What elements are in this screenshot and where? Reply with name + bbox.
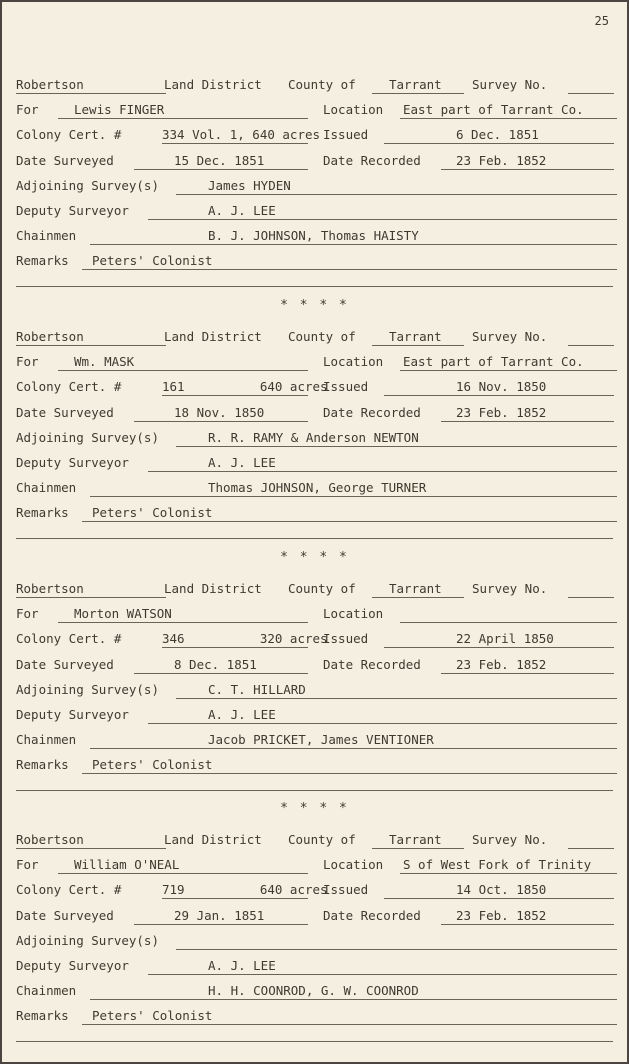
field-underline: [148, 471, 617, 472]
field-value-date-recorded: 23 Feb. 1852: [456, 152, 547, 168]
field-underline: [162, 898, 308, 899]
field-value-location: S of West Fork of Trinity: [403, 857, 592, 873]
field-label: Date Surveyed: [16, 907, 114, 923]
field-value-district: Robertson: [16, 581, 84, 596]
field-underline: [568, 345, 614, 346]
record-row: [16, 727, 613, 749]
field-value-for: Morton WATSON: [74, 606, 172, 622]
record-row: [16, 601, 613, 623]
field-label: Survey No.: [472, 832, 548, 847]
field-underline: [162, 647, 308, 648]
field-underline: [176, 194, 617, 195]
field-value-adjoining: R. R. RAMY & Anderson NEWTON: [208, 429, 419, 445]
field-label: Colony Cert. #: [16, 882, 122, 898]
field-label: Remarks: [16, 1008, 69, 1024]
field-label: Issued: [323, 379, 369, 395]
field-value-location: East part of Tarrant Co.: [403, 102, 584, 118]
record-row: [16, 148, 613, 170]
blank-rule-line: [16, 286, 613, 287]
record-row: [16, 852, 613, 874]
record-row: [16, 652, 613, 674]
field-underline: [400, 622, 617, 623]
field-value-for: Lewis FINGER: [74, 102, 165, 118]
field-label: Deputy Surveyor: [16, 203, 129, 218]
field-label: Location: [323, 102, 384, 118]
field-label: For: [16, 354, 39, 370]
field-value-date-surveyed: 8 Dec. 1851: [174, 656, 257, 672]
field-value-date-recorded: 23 Feb. 1852: [456, 907, 547, 923]
field-value-deputy: A. J. LEE: [208, 203, 276, 218]
field-label: Issued: [323, 127, 369, 143]
record-row: [16, 877, 613, 899]
field-label: County of: [288, 329, 356, 344]
record-row: [16, 349, 613, 371]
record-row: [16, 425, 613, 447]
record-row: [16, 475, 613, 497]
field-label: Deputy Surveyor: [16, 958, 129, 973]
record-row: [16, 500, 613, 522]
field-label: Chainmen: [16, 732, 77, 748]
field-label: Land District: [164, 581, 262, 596]
field-underline: [82, 269, 617, 270]
field-underline: [148, 974, 617, 975]
field-label: For: [16, 606, 39, 622]
field-label: Deputy Surveyor: [16, 707, 129, 722]
field-underline: [441, 924, 614, 925]
field-value-adjoining: James HYDEN: [208, 177, 291, 193]
field-underline: [90, 999, 617, 1000]
field-label: Adjoining Survey(s): [16, 681, 159, 697]
field-value-district: Robertson: [16, 77, 84, 92]
field-label: Date Surveyed: [16, 656, 114, 672]
field-underline: [16, 93, 166, 94]
field-label: Location: [323, 857, 384, 873]
field-underline: [568, 597, 614, 598]
field-label: Remarks: [16, 505, 69, 521]
field-value-date-recorded: 23 Feb. 1852: [456, 404, 547, 420]
field-underline: [384, 143, 614, 144]
field-value-chainmen: Jacob PRICKET, James VENTIONER: [208, 732, 434, 748]
field-value-deputy: A. J. LEE: [208, 707, 276, 722]
record-row: [16, 1003, 613, 1025]
field-underline: [441, 673, 614, 674]
record-row: [16, 626, 613, 648]
record-separator: * * * *: [280, 550, 349, 565]
field-label: Location: [323, 606, 384, 622]
field-underline: [16, 597, 166, 598]
field-value-county: Tarrant: [389, 77, 442, 92]
field-value-for: Wm. MASK: [74, 354, 135, 370]
field-value-for: William O'NEAL: [74, 857, 180, 873]
field-value-county: Tarrant: [389, 329, 442, 344]
field-value-deputy: A. J. LEE: [208, 958, 276, 973]
field-value-issued: 6 Dec. 1851: [456, 127, 539, 143]
field-label: Date Surveyed: [16, 152, 114, 168]
field-underline: [384, 898, 614, 899]
field-value-date-surveyed: 15 Dec. 1851: [174, 152, 265, 168]
field-underline: [162, 395, 308, 396]
field-label: Land District: [164, 77, 262, 92]
field-underline: [441, 421, 614, 422]
record-row: [16, 903, 613, 925]
field-value-issued: 16 Nov. 1850: [456, 379, 547, 395]
record-row: [16, 450, 613, 472]
field-underline: [82, 773, 617, 774]
field-label: Colony Cert. #: [16, 379, 122, 395]
record-row: [16, 72, 613, 94]
field-value-issued: 14 Oct. 1850: [456, 882, 547, 898]
field-value-date-recorded: 23 Feb. 1852: [456, 656, 547, 672]
blank-rule-line: [16, 790, 613, 791]
field-label: Remarks: [16, 757, 69, 773]
field-underline: [568, 93, 614, 94]
field-label: Adjoining Survey(s): [16, 177, 159, 193]
field-label: Adjoining Survey(s): [16, 429, 159, 445]
record-row: [16, 324, 613, 346]
field-underline: [372, 345, 464, 346]
field-label: Survey No.: [472, 77, 548, 92]
record-row: [16, 827, 613, 849]
field-value-district: Robertson: [16, 329, 84, 344]
record-row: [16, 248, 613, 270]
field-value-remarks: Peters' Colonist: [92, 253, 213, 269]
field-value-district: Robertson: [16, 832, 84, 847]
field-value-remarks: Peters' Colonist: [92, 1008, 213, 1024]
field-label: Issued: [323, 882, 369, 898]
field-underline: [58, 622, 308, 623]
field-underline: [134, 169, 308, 170]
field-value-remarks: Peters' Colonist: [92, 505, 213, 521]
record-separator: * * * *: [280, 298, 349, 313]
field-label: Chainmen: [16, 983, 77, 999]
field-underline: [16, 345, 166, 346]
field-underline: [176, 949, 617, 950]
field-label: Deputy Surveyor: [16, 455, 129, 470]
field-underline: [400, 370, 617, 371]
field-value-issued: 22 April 1850: [456, 631, 554, 647]
record-separator: * * * *: [280, 801, 349, 816]
field-underline: [82, 521, 617, 522]
field-label: Date Surveyed: [16, 404, 114, 420]
field-label: Location: [323, 354, 384, 370]
field-value-date-surveyed: 29 Jan. 1851: [174, 907, 265, 923]
record-row: [16, 198, 613, 220]
field-underline: [148, 723, 617, 724]
field-value-chainmen: H. H. COONROD, G. W. COONROD: [208, 983, 419, 999]
field-label: County of: [288, 77, 356, 92]
field-label: Survey No.: [472, 329, 548, 344]
page-number: 25: [594, 14, 609, 28]
field-underline: [90, 244, 617, 245]
record-row: [16, 122, 613, 144]
field-label: Adjoining Survey(s): [16, 932, 159, 948]
field-underline: [441, 169, 614, 170]
record-row: [16, 400, 613, 422]
field-underline: [372, 597, 464, 598]
field-underline: [16, 848, 166, 849]
field-label: Colony Cert. #: [16, 127, 122, 143]
record-row: [16, 223, 613, 245]
record-row: [16, 576, 613, 598]
record-row: [16, 752, 613, 774]
field-value-cert: 334 Vol. 1, 640 acres: [162, 127, 321, 143]
field-underline: [134, 924, 308, 925]
field-underline: [90, 748, 617, 749]
field-label: For: [16, 102, 39, 118]
field-value-chainmen: B. J. JOHNSON, Thomas HAISTY: [208, 228, 419, 244]
field-underline: [134, 673, 308, 674]
field-value-date-surveyed: 18 Nov. 1850: [174, 404, 265, 420]
blank-rule-line: [16, 538, 613, 539]
field-value-cert: 719 640 acres: [162, 882, 328, 898]
field-label: Date Recorded: [323, 152, 421, 168]
field-value-location: East part of Tarrant Co.: [403, 354, 584, 370]
record-row: [16, 953, 613, 975]
field-value-county: Tarrant: [389, 581, 442, 596]
field-underline: [134, 421, 308, 422]
field-value-cert: 346 320 acres: [162, 631, 328, 647]
field-label: For: [16, 857, 39, 873]
field-underline: [58, 118, 308, 119]
field-label: County of: [288, 581, 356, 596]
field-underline: [162, 143, 308, 144]
field-label: Land District: [164, 329, 262, 344]
field-underline: [176, 446, 617, 447]
field-underline: [82, 1024, 617, 1025]
record-row: [16, 97, 613, 119]
field-underline: [372, 848, 464, 849]
record-row: [16, 677, 613, 699]
field-label: County of: [288, 832, 356, 847]
field-value-county: Tarrant: [389, 832, 442, 847]
field-label: Date Recorded: [323, 907, 421, 923]
field-underline: [176, 698, 617, 699]
field-underline: [58, 370, 308, 371]
field-label: Date Recorded: [323, 656, 421, 672]
field-label: Colony Cert. #: [16, 631, 122, 647]
field-value-chainmen: Thomas JOHNSON, George TURNER: [208, 480, 427, 496]
field-label: Chainmen: [16, 228, 77, 244]
field-label: Chainmen: [16, 480, 77, 496]
blank-rule-line: [16, 1041, 613, 1042]
field-value-deputy: A. J. LEE: [208, 455, 276, 470]
field-label: Issued: [323, 631, 369, 647]
field-underline: [384, 395, 614, 396]
field-value-remarks: Peters' Colonist: [92, 757, 213, 773]
field-underline: [568, 848, 614, 849]
field-underline: [372, 93, 464, 94]
record-row: [16, 978, 613, 1000]
field-underline: [400, 118, 617, 119]
field-underline: [58, 873, 308, 874]
field-label: Land District: [164, 832, 262, 847]
field-underline: [400, 873, 617, 874]
field-label: Survey No.: [472, 581, 548, 596]
field-value-cert: 161 640 acres: [162, 379, 328, 395]
record-row: [16, 374, 613, 396]
record-row: [16, 702, 613, 724]
record-row: [16, 928, 613, 950]
field-underline: [384, 647, 614, 648]
field-label: Date Recorded: [323, 404, 421, 420]
field-value-adjoining: C. T. HILLARD: [208, 681, 306, 697]
record-row: [16, 173, 613, 195]
field-underline: [148, 219, 617, 220]
field-underline: [90, 496, 617, 497]
field-label: Remarks: [16, 253, 69, 269]
